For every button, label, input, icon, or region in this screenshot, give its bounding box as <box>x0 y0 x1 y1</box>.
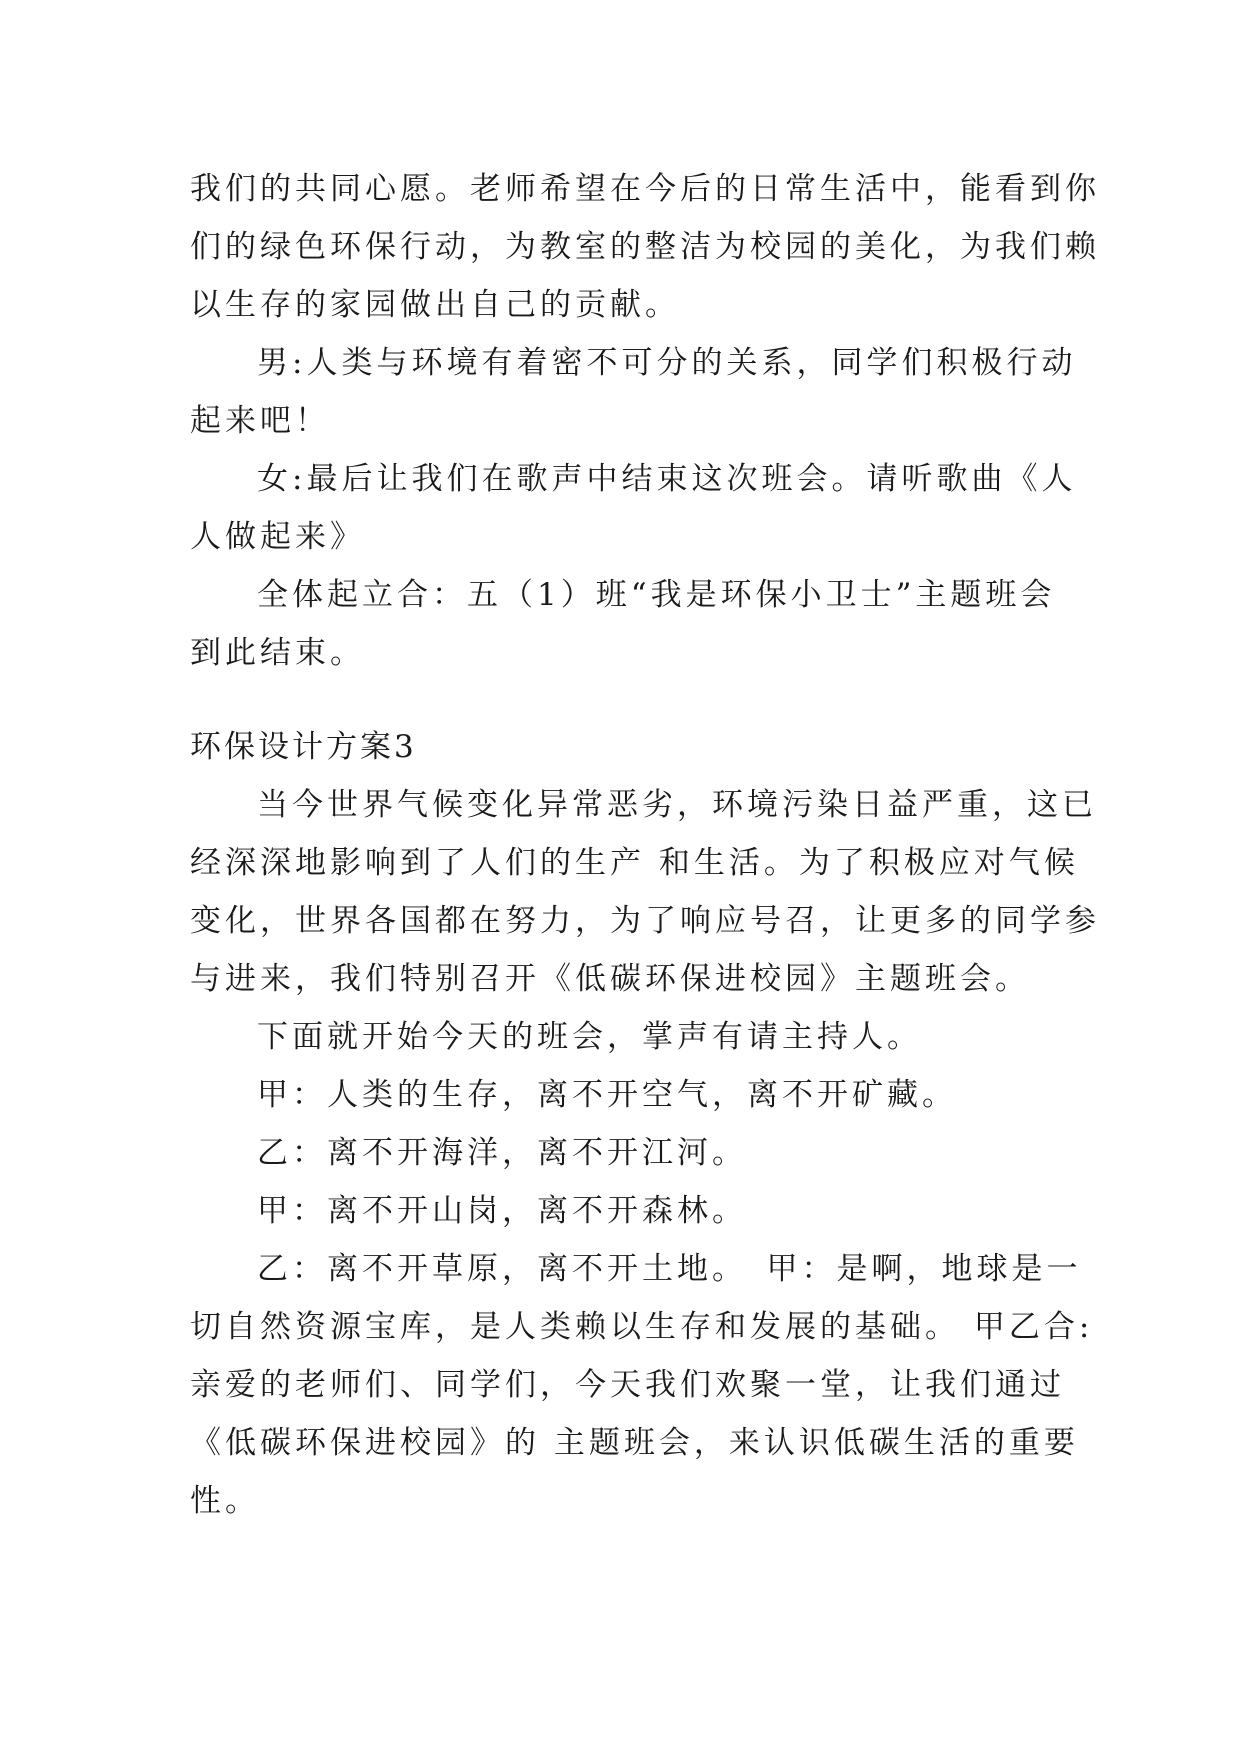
paragraph-closing-wish <box>190 160 1100 334</box>
text-line: 《低碳环保进校园》的 主题班会，来认识低碳生活的重要 <box>190 1425 1079 1461</box>
text-line: 人做起来》 <box>190 519 365 555</box>
paragraph-host-a: 甲：人类的生存，离不开空气，离不开矿藏。 <box>257 1077 957 1113</box>
text-line: 变化，世界各国都在努力，为了响应号召，让更多的同学参 <box>190 903 1100 939</box>
text-line: 与进来，我们特别召开《低碳环保进校园》主题班会。 <box>190 961 1030 997</box>
section-heading: 环保设计方案3 <box>190 729 417 765</box>
text-line: 乙：离不开草原，离不开土地。 甲：是啊，地球是一 <box>257 1251 1082 1287</box>
text-line: 们的绿色环保行动，为教室的整洁为校园的美化，为我们赖 <box>190 229 1100 265</box>
paragraph-female-host <box>190 450 1077 566</box>
text-line: 我们的共同心愿。老师希望在今后的日常生活中，能看到你 <box>190 171 1100 207</box>
text-line: 到此结束。 <box>190 635 365 671</box>
text-line: 女:最后让我们在歌声中结束这次班会。请听歌曲《人 <box>257 461 1077 497</box>
text-line: 全体起立合：五（1）班“我是环保小卫士”主题班会 <box>257 577 1056 613</box>
text-line: 切自然资源宝库，是人类赖以生存和发展的基础。 甲乙合: <box>190 1309 1094 1345</box>
paragraph-all-stand <box>190 566 1055 682</box>
text-line: 当今世界气候变化异常恶劣，环境污染日益严重，这已 <box>257 787 1097 823</box>
text-line: 起来吧！ <box>190 403 330 439</box>
text-line: 男:人类与环境有着密不可分的关系，同学们积极行动 <box>257 345 1077 381</box>
paragraph-male-host <box>190 334 1077 450</box>
paragraph-dialogue <box>190 1240 1094 1530</box>
paragraph-welcome: 下面就开始今天的班会，掌声有请主持人。 <box>257 1019 922 1055</box>
paragraph-host-b: 乙：离不开海洋，离不开江河。 <box>257 1135 747 1171</box>
text-line: 亲爱的老师们、同学们，今天我们欢聚一堂，让我们通过 <box>190 1367 1065 1403</box>
text-line: 性。 <box>190 1483 260 1519</box>
paragraph-host-a-2: 甲：离不开山岗，离不开森林。 <box>257 1193 747 1229</box>
document-page <box>190 160 1100 1530</box>
text-line: 以生存的家园做出自己的贡献。 <box>190 287 680 323</box>
paragraph-intro <box>190 776 1100 1008</box>
section-gap <box>190 682 1055 718</box>
text-line: 经深深地影响到了人们的生产 和生活。为了积极应对气候 <box>190 845 1079 881</box>
